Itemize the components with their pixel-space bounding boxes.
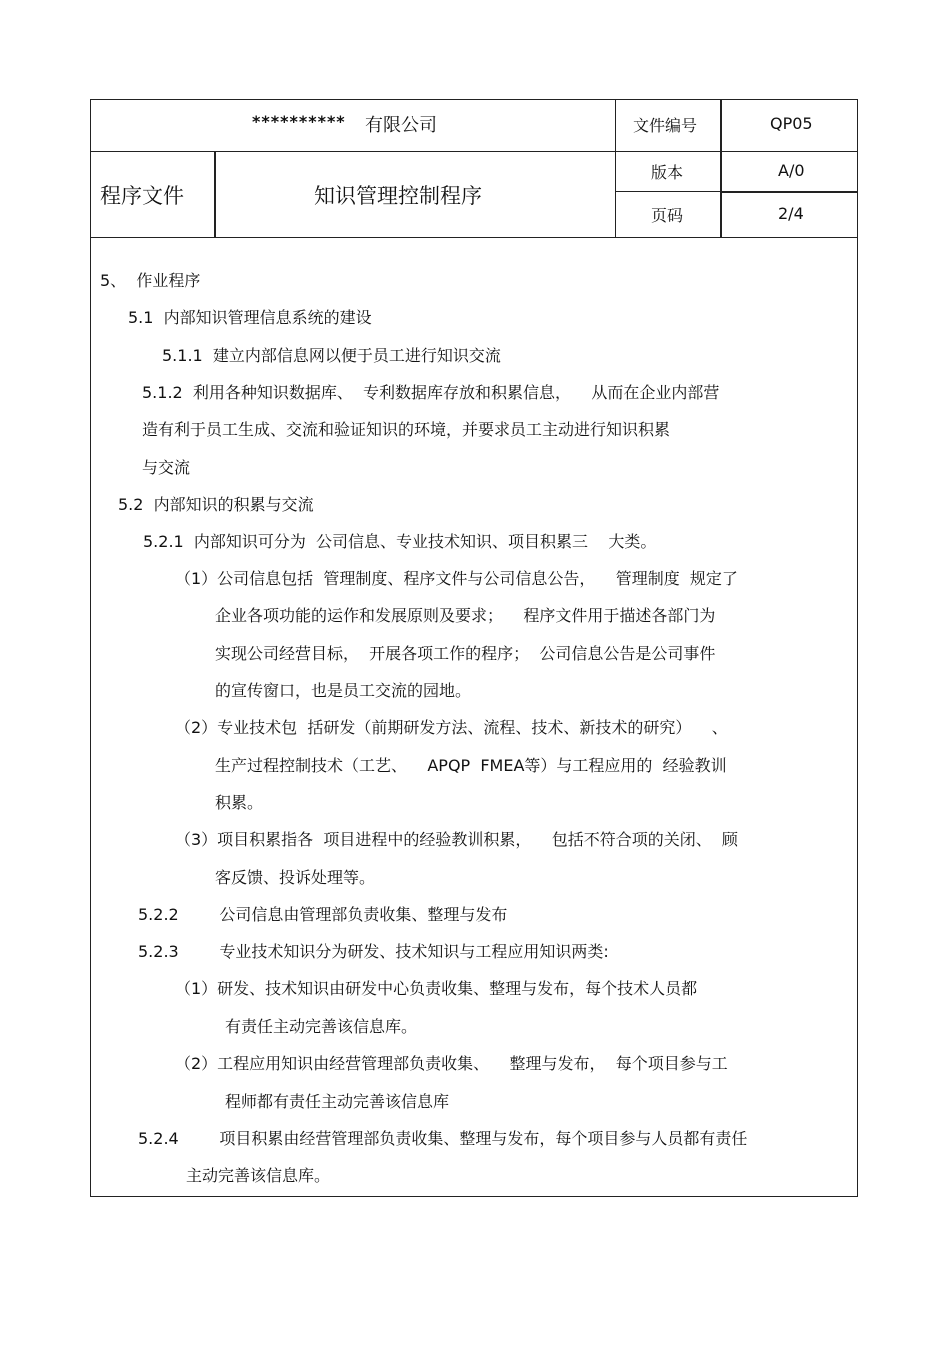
section-5-2-4-line1: 5.2.4 项目积累由经营管理部负责收集、整理与发布，每个项目参与人员都有责任 bbox=[138, 1129, 748, 1148]
section-5-1-2-line1: 5.1.2 利用各种知识数据库、 专利数据库存放和积累信息， 从而在企业内部营 bbox=[142, 383, 720, 402]
doc-type: 程序文件 bbox=[100, 184, 184, 208]
item-2-line1: （2）专业技术包 括研发（前期研发方法、流程、技术、新技术的研究） 、 bbox=[175, 718, 728, 737]
page-value: 2/4 bbox=[778, 204, 804, 223]
doc-no-value: QP05 bbox=[770, 114, 813, 133]
section-5-2-2: 5.2.2 公司信息由管理部负责收集、整理与发布 bbox=[138, 905, 508, 924]
section-5-2-heading: 5.2 内部知识的积累与交流 bbox=[118, 495, 314, 514]
company-stars: ********** bbox=[252, 112, 346, 131]
item-1-line2: 企业各项功能的运作和发展原则及要求； 程序文件用于描述各部门为 bbox=[215, 606, 716, 625]
doc-title: 知识管理控制程序 bbox=[314, 184, 482, 208]
section-5-1-heading: 5.1 内部知识管理信息系统的建设 bbox=[128, 308, 372, 327]
header-divider-2 bbox=[90, 237, 858, 238]
header-divider-version bbox=[721, 191, 858, 193]
section-5-1-2-line3: 与交流 bbox=[142, 458, 191, 477]
page-label: 页码 bbox=[651, 206, 684, 225]
header-vline-1 bbox=[615, 99, 616, 238]
item-1-line3: 实现公司经营目标， 开展各项工作的程序； 公司信息公告是公司事件 bbox=[215, 644, 716, 663]
section-5-heading: 5、 作业程序 bbox=[100, 271, 201, 290]
item-5-2-3-1-line1: （1）研发、技术知识由研发中心负责收集、整理与发布，每个技术人员都 bbox=[175, 979, 698, 998]
version-value: A/0 bbox=[778, 161, 805, 180]
section-5-2-3: 5.2.3 专业技术知识分为研发、技术知识与工程应用知识两类: bbox=[138, 942, 609, 961]
doc-no-label: 文件编号 bbox=[633, 116, 698, 135]
version-label: 版本 bbox=[651, 163, 684, 182]
header-divider-version-left bbox=[615, 191, 721, 192]
item-5-2-3-2-line1: （2）工程应用知识由经营管理部负责收集、 整理与发布， 每个项目参与工 bbox=[175, 1054, 728, 1073]
item-5-2-3-2-line2: 程师都有责任主动完善该信息库 bbox=[225, 1092, 450, 1111]
section-5-2-1: 5.2.1 内部知识可分为 公司信息、专业技术知识、项目积累三 大类。 bbox=[143, 532, 657, 551]
header-vline-doctype bbox=[214, 151, 216, 238]
item-5-2-3-1-line2: 有责任主动完善该信息库。 bbox=[225, 1017, 418, 1036]
item-3-line1: （3）项目积累指各 项目进程中的经验教训积累， 包括不符合项的关闭、 顾 bbox=[175, 830, 738, 849]
item-1-line4: 的宣传窗口，也是员工交流的园地。 bbox=[215, 681, 472, 700]
company-name: 有限公司 bbox=[365, 115, 437, 136]
section-5-2-4-line2: 主动完善该信息库。 bbox=[186, 1166, 331, 1185]
item-1-line1: （1）公司信息包括 管理制度、程序文件与公司信息公告， 管理制度 规定了 bbox=[175, 569, 738, 588]
item-2-line2: 生产过程控制技术（工艺、 APQP FMEA等）与工程应用的 经验教训 bbox=[215, 756, 727, 775]
section-5-1-1: 5.1.1 建立内部信息网以便于员工进行知识交流 bbox=[162, 346, 501, 365]
header-vline-2 bbox=[720, 99, 722, 238]
section-5-1-2-line2: 造有利于员工生成、交流和验证知识的环境，并要求员工主动进行知识积累 bbox=[142, 420, 671, 439]
header-divider-1 bbox=[90, 151, 858, 152]
item-3-line2: 客反馈、投诉处理等。 bbox=[215, 868, 376, 887]
item-2-line3: 积累。 bbox=[215, 793, 264, 812]
